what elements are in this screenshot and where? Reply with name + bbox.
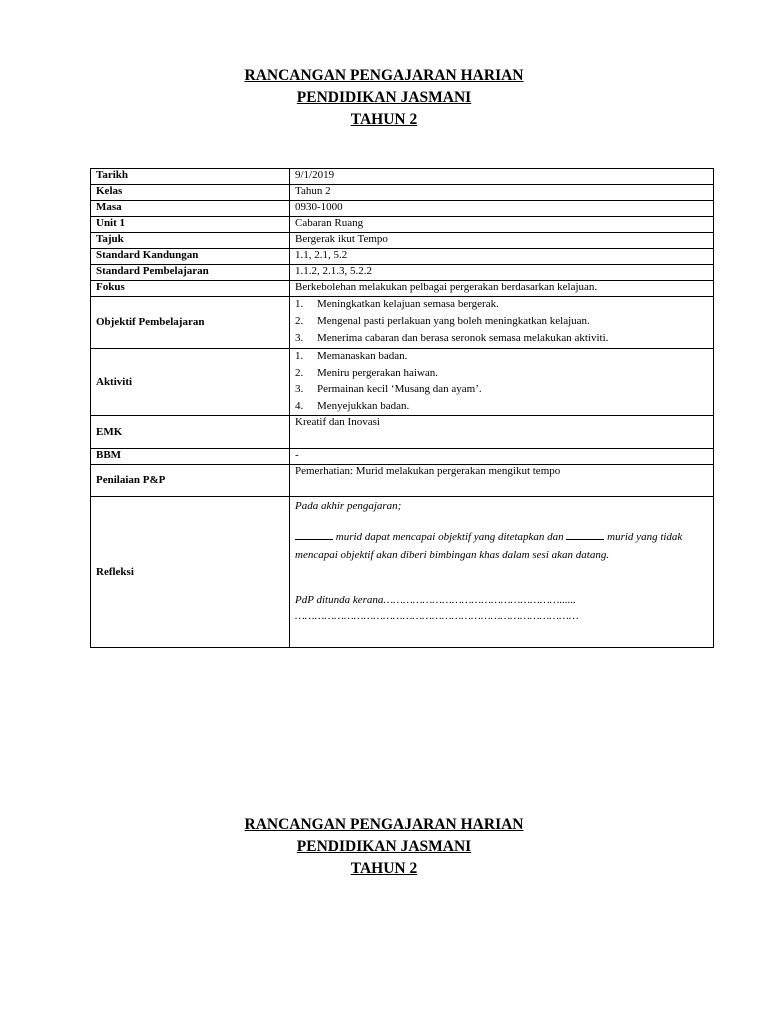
list-text: Meningkatkan kelajuan semasa bergerak. xyxy=(317,298,499,310)
list-number: 2. xyxy=(295,315,304,327)
heading-year: TAHUN 2 xyxy=(350,860,418,877)
table-row-bbm xyxy=(91,449,714,465)
lesson-plan-table xyxy=(90,168,714,648)
value-aktiviti xyxy=(290,349,714,416)
list-item xyxy=(295,399,708,416)
heading-subject: PENDIDIKAN JASMANI xyxy=(296,89,472,106)
value-fokus: Berkebolehan melakukan pelbagai pergerakan berdasarkan kelajuan. xyxy=(290,281,714,297)
aktiviti-list xyxy=(295,349,708,415)
label-standard-kandungan: Standard Kandungan xyxy=(91,249,290,265)
value-refleksi xyxy=(290,497,714,648)
table-row-objektif xyxy=(91,297,714,349)
refleksi-text-1: murid dapat mencapai objektif yang ditetapkan dan xyxy=(333,531,567,543)
list-number: 3. xyxy=(295,332,304,344)
value-unit: Cabaran Ruang xyxy=(290,217,714,233)
table-row-kelas xyxy=(91,185,714,201)
refleksi-dots: …………………………………………………………………………… xyxy=(295,610,579,622)
table-row-tajuk xyxy=(91,233,714,249)
value-standard-kandungan: 1.1, 2.1, 5.2 xyxy=(290,249,714,265)
refleksi-intro: Pada akhir pengajaran; xyxy=(295,500,402,512)
table-row-fokus xyxy=(91,281,714,297)
list-text: Permainan kecil ‘Musang dan ayam’. xyxy=(317,383,482,395)
label-unit: Unit 1 xyxy=(91,217,290,233)
list-number: 4. xyxy=(295,399,304,412)
label-fokus: Fokus xyxy=(91,281,290,297)
label-tarikh: Tarikh xyxy=(91,169,290,185)
value-penilaian: Pemerhatian: Murid melakukan pergerakan mengikut tempo xyxy=(290,465,714,497)
table-row-standard-kandungan xyxy=(91,249,714,265)
value-bbm: - xyxy=(290,449,714,465)
label-objektif: Objektif Pembelajaran xyxy=(91,297,290,349)
table-row-unit xyxy=(91,217,714,233)
heading-title: RANCANGAN PENGAJARAN HARIAN xyxy=(244,816,524,833)
value-kelas: Tahun 2 xyxy=(290,185,714,201)
refleksi-pdp: PdP ditunda kerana………………………………………………...... xyxy=(295,594,576,606)
list-text: Mengenal pasti perlakuan yang boleh meningkatkan kelajuan. xyxy=(317,315,590,327)
table-row-penilaian xyxy=(91,465,714,497)
objektif-list xyxy=(295,297,708,348)
value-tajuk: Bergerak ikut Tempo xyxy=(290,233,714,249)
label-emk: EMK xyxy=(91,416,290,449)
heading-subject: PENDIDIKAN JASMANI xyxy=(296,838,472,855)
table-row-emk xyxy=(91,416,714,449)
table-row-tarikh xyxy=(91,169,714,185)
refleksi-statement xyxy=(295,528,708,564)
list-item xyxy=(295,349,708,366)
list-item xyxy=(295,366,708,383)
table-row-aktiviti xyxy=(91,349,714,416)
list-text: Meniru pergerakan haiwan. xyxy=(317,366,439,379)
label-bbm: BBM xyxy=(91,449,290,465)
label-masa: Masa xyxy=(91,201,290,217)
list-number: 1. xyxy=(295,350,304,362)
heading-year: TAHUN 2 xyxy=(350,111,418,128)
label-aktiviti: Aktiviti xyxy=(91,349,290,416)
list-text: Memanaskan badan. xyxy=(317,350,408,362)
table-row-masa xyxy=(91,201,714,217)
blank-line xyxy=(295,529,333,540)
label-tajuk: Tajuk xyxy=(91,233,290,249)
list-item xyxy=(295,297,708,314)
label-standard-pembelajaran: Standard Pembelajaran xyxy=(91,265,290,281)
value-standard-pembelajaran: 1.1.2, 2.1.3, 5.2.2 xyxy=(290,265,714,281)
list-number: 1. xyxy=(295,298,304,310)
document-heading-2 xyxy=(0,814,768,880)
table-row-refleksi xyxy=(91,497,714,648)
label-penilaian: Penilaian P&P xyxy=(91,465,290,497)
list-text: Menyejukkan badan. xyxy=(317,399,410,412)
refleksi-text-2: murid yang tidak mencapai objektif akan diberi bimbingan khas dalam sesi akan datang. xyxy=(295,531,683,561)
document-heading xyxy=(0,65,768,131)
list-item xyxy=(295,314,708,331)
value-masa: 0930-1000 xyxy=(290,201,714,217)
list-item xyxy=(295,331,708,348)
table-row-standard-pembelajaran xyxy=(91,265,714,281)
label-refleksi: Refleksi xyxy=(91,497,290,648)
value-emk: Kreatif dan Inovasi xyxy=(290,416,714,449)
value-tarikh: 9/1/2019 xyxy=(290,169,714,185)
value-objektif xyxy=(290,297,714,349)
list-text: Menerima cabaran dan berasa seronok semasa melakukan aktiviti. xyxy=(317,332,609,344)
heading-title: RANCANGAN PENGAJARAN HARIAN xyxy=(244,67,524,84)
label-kelas: Kelas xyxy=(91,185,290,201)
blank-line xyxy=(566,529,604,540)
list-item xyxy=(295,382,708,399)
list-number: 3. xyxy=(295,383,304,395)
list-number: 2. xyxy=(295,366,304,379)
